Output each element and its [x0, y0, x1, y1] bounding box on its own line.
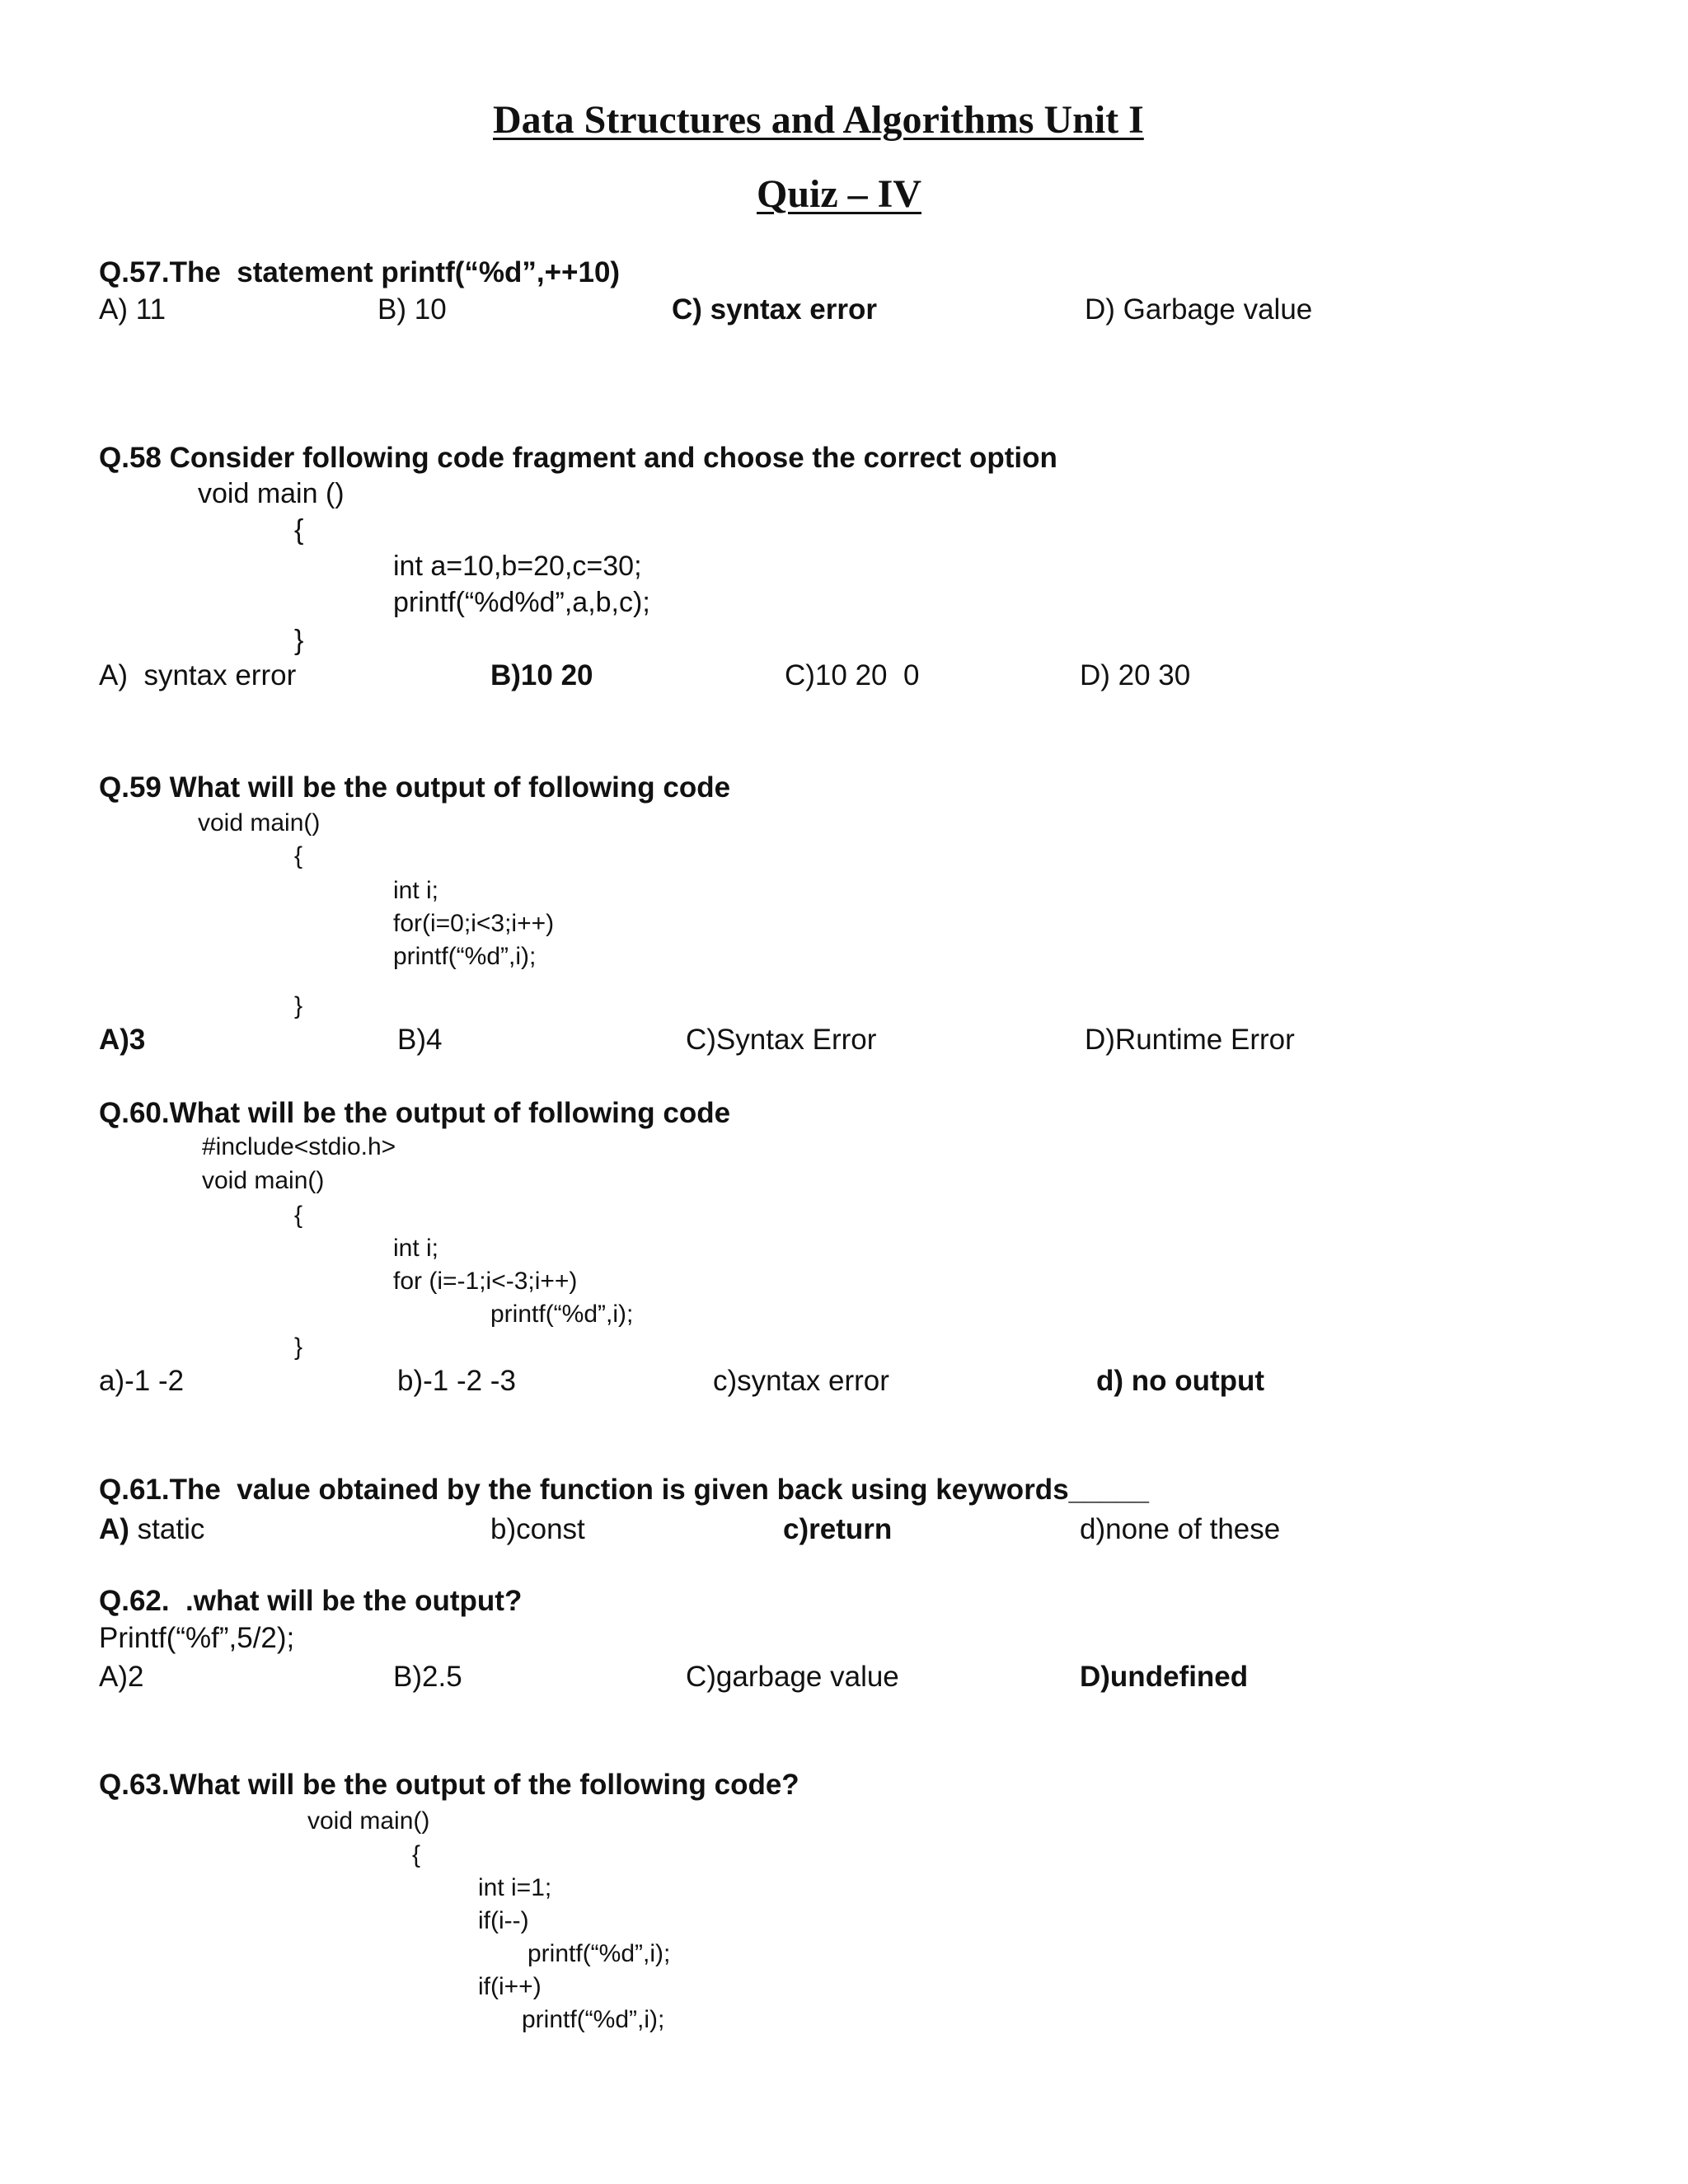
code-line: }	[294, 992, 303, 1019]
option-d: D) 20 30	[1080, 659, 1191, 691]
option-c: c)return	[783, 1513, 893, 1545]
code-line: void main()	[307, 1807, 430, 1835]
option-a: A)3	[99, 1024, 146, 1056]
code-line: for(i=0;i<3;i++)	[393, 910, 555, 937]
question-text: Q.57.The statement printf(“%d”,++10)	[99, 256, 621, 288]
code-line: int i=1;	[478, 1874, 552, 1901]
option-a: A)2	[99, 1661, 144, 1693]
code-line: void main ()	[198, 478, 345, 509]
code-line: {	[294, 1202, 303, 1229]
option-d: d)none of these	[1080, 1513, 1281, 1545]
code-line: {	[294, 842, 303, 869]
code-line: printf(“%d”,i);	[528, 1940, 671, 1967]
question-text: Q.58 Consider following code fragment and choose the correct option	[99, 442, 1057, 474]
question-text: Q.61.The value obtained by the function is given back using keywords_____	[99, 1474, 1149, 1506]
code-line: if(i++)	[478, 1973, 542, 2000]
code-line: int a=10,b=20,c=30;	[393, 551, 642, 582]
option-c: C) syntax error	[672, 293, 877, 326]
code-line: printf(“%d%d”,a,b,c);	[393, 587, 650, 618]
question-text: Q.62. .what will be the output?	[99, 1585, 523, 1617]
code-line: void main()	[198, 809, 321, 837]
question-text: Q.63.What will be the output of the following code?	[99, 1769, 799, 1801]
page-title: Data Structures and Algorithms Unit I	[493, 98, 1144, 142]
option-b: B)2.5	[393, 1661, 462, 1693]
code-line: int i;	[393, 877, 439, 904]
code-line: printf(“%d”,i);	[490, 1301, 634, 1328]
option-a: a)-1 -2	[99, 1365, 185, 1397]
option-b: B)10 20	[490, 659, 593, 691]
code-line: {	[294, 514, 304, 546]
option-b: b)const	[490, 1513, 585, 1545]
question-text: Q.60.What will be the output of following code	[99, 1097, 731, 1129]
option-b: B)4	[397, 1024, 443, 1056]
option-d: d) no output	[1096, 1365, 1265, 1397]
code-line: if(i--)	[478, 1907, 529, 1934]
option-d: D)Runtime Error	[1085, 1024, 1295, 1056]
option-a: A) 11	[99, 293, 166, 326]
code-line: void main()	[202, 1167, 325, 1194]
code-line: #include<stdio.h>	[202, 1133, 396, 1160]
option-d: D)undefined	[1080, 1661, 1249, 1693]
code-line: for (i=-1;i<-3;i++)	[393, 1268, 578, 1295]
code-line: {	[412, 1841, 421, 1868]
question-text: Q.59 What will be the output of following code	[99, 771, 731, 804]
code-line: }	[294, 625, 304, 656]
code-line: printf(“%d”,i);	[393, 943, 537, 970]
option-c: C)10 20 0	[785, 659, 920, 691]
option-a: A) syntax error	[99, 659, 297, 691]
option-a-letter: A)	[99, 1513, 129, 1545]
option-c: C)garbage value	[686, 1661, 899, 1693]
option-c: C)Syntax Error	[686, 1024, 877, 1056]
code-line: int i;	[393, 1235, 439, 1262]
code-line: }	[294, 1333, 303, 1361]
option-b: b)-1 -2 -3	[397, 1365, 516, 1397]
option-c: c)syntax error	[713, 1365, 889, 1397]
option-b: B) 10	[377, 293, 447, 326]
option-a-text: static	[129, 1513, 205, 1545]
page-subtitle: Quiz – IV	[757, 172, 922, 216]
option-a	[99, 1515, 204, 1544]
option-d: D) Garbage value	[1085, 293, 1313, 326]
code-line: printf(“%d”,i);	[522, 2006, 665, 2033]
code-line: Printf(“%f”,5/2);	[99, 1622, 295, 1654]
